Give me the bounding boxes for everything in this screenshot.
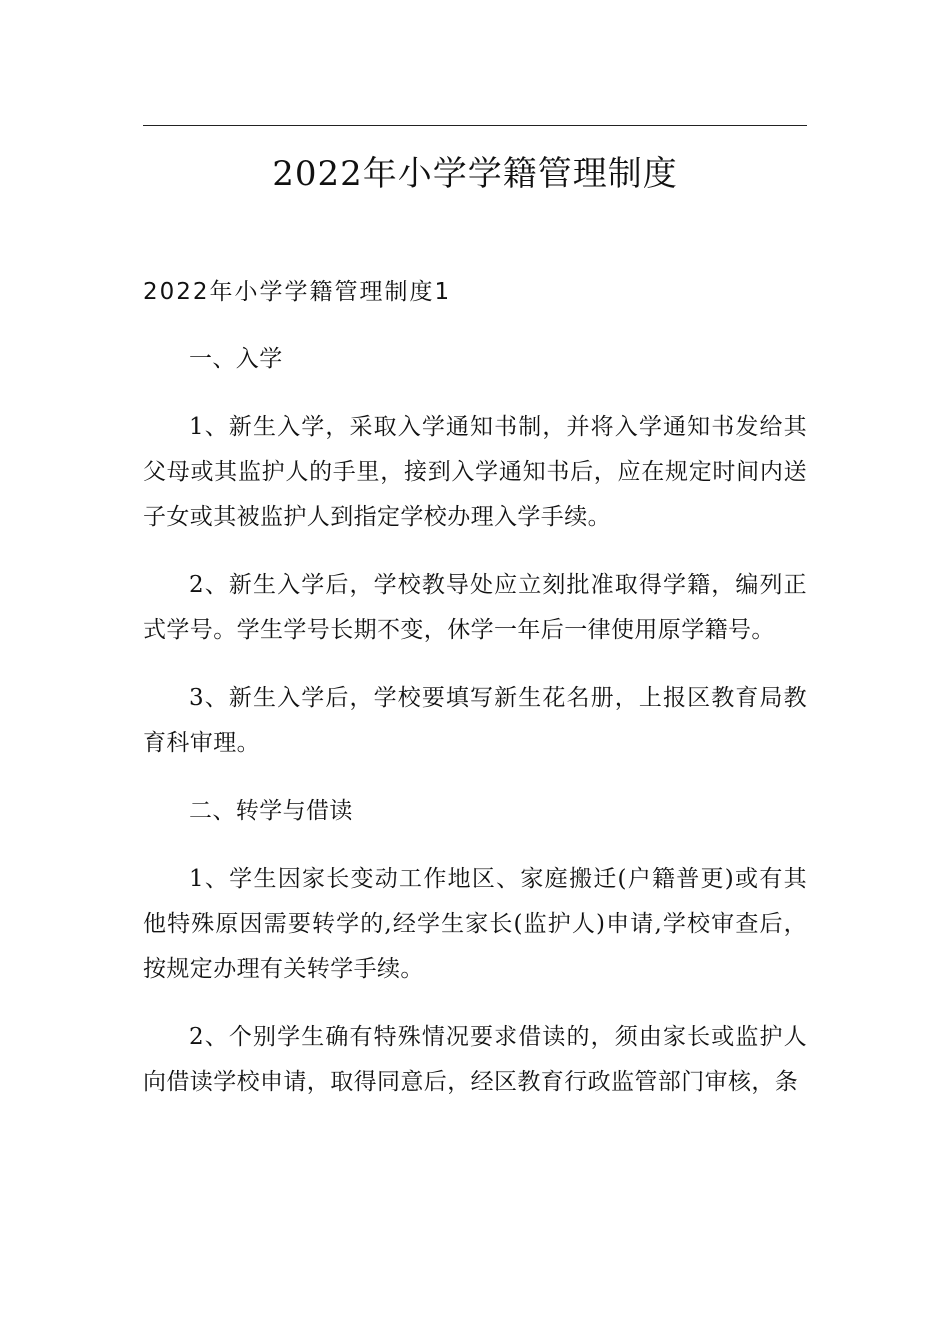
subheading-transfer: 二、转学与借读 bbox=[189, 798, 353, 824]
header-rule bbox=[143, 125, 807, 126]
document-body bbox=[143, 337, 807, 1128]
section-heading: 2022年小学学籍管理制度1 bbox=[143, 279, 452, 305]
subheading-admission: 一、入学 bbox=[189, 346, 283, 372]
paragraph-transfer-2: 2、个别学生确有特殊情况要求借读的，须由家长或监护人向借读学校申请，取得同意后，经区教育行政监管部门审核，条 bbox=[143, 1024, 807, 1095]
paragraph-admission-2: 2、新生入学后，学校教导处应立刻批准取得学籍，编列正式学号。学生学号长期不变，休学一年后一律使用原学籍号。 bbox=[143, 572, 807, 643]
paragraph-transfer-1: 1、学生因家长变动工作地区、家庭搬迁(户籍普更)或有其他特殊原因需要转学的,经学生家长(监护人)申请,学校审查后，按规定办理有关转学手续。 bbox=[143, 866, 807, 982]
document-title: 2022年小学学籍管理制度 bbox=[272, 154, 678, 194]
paragraph-admission-3: 3、新生入学后，学校要填写新生花名册，上报区教育局教育科审理。 bbox=[143, 685, 807, 756]
paragraph-admission-1: 1、新生入学，采取入学通知书制，并将入学通知书发给其父母或其监护人的手里，接到入学通知书后，应在规定时间内送子女或其被监护人到指定学校办理入学手续。 bbox=[143, 414, 807, 530]
